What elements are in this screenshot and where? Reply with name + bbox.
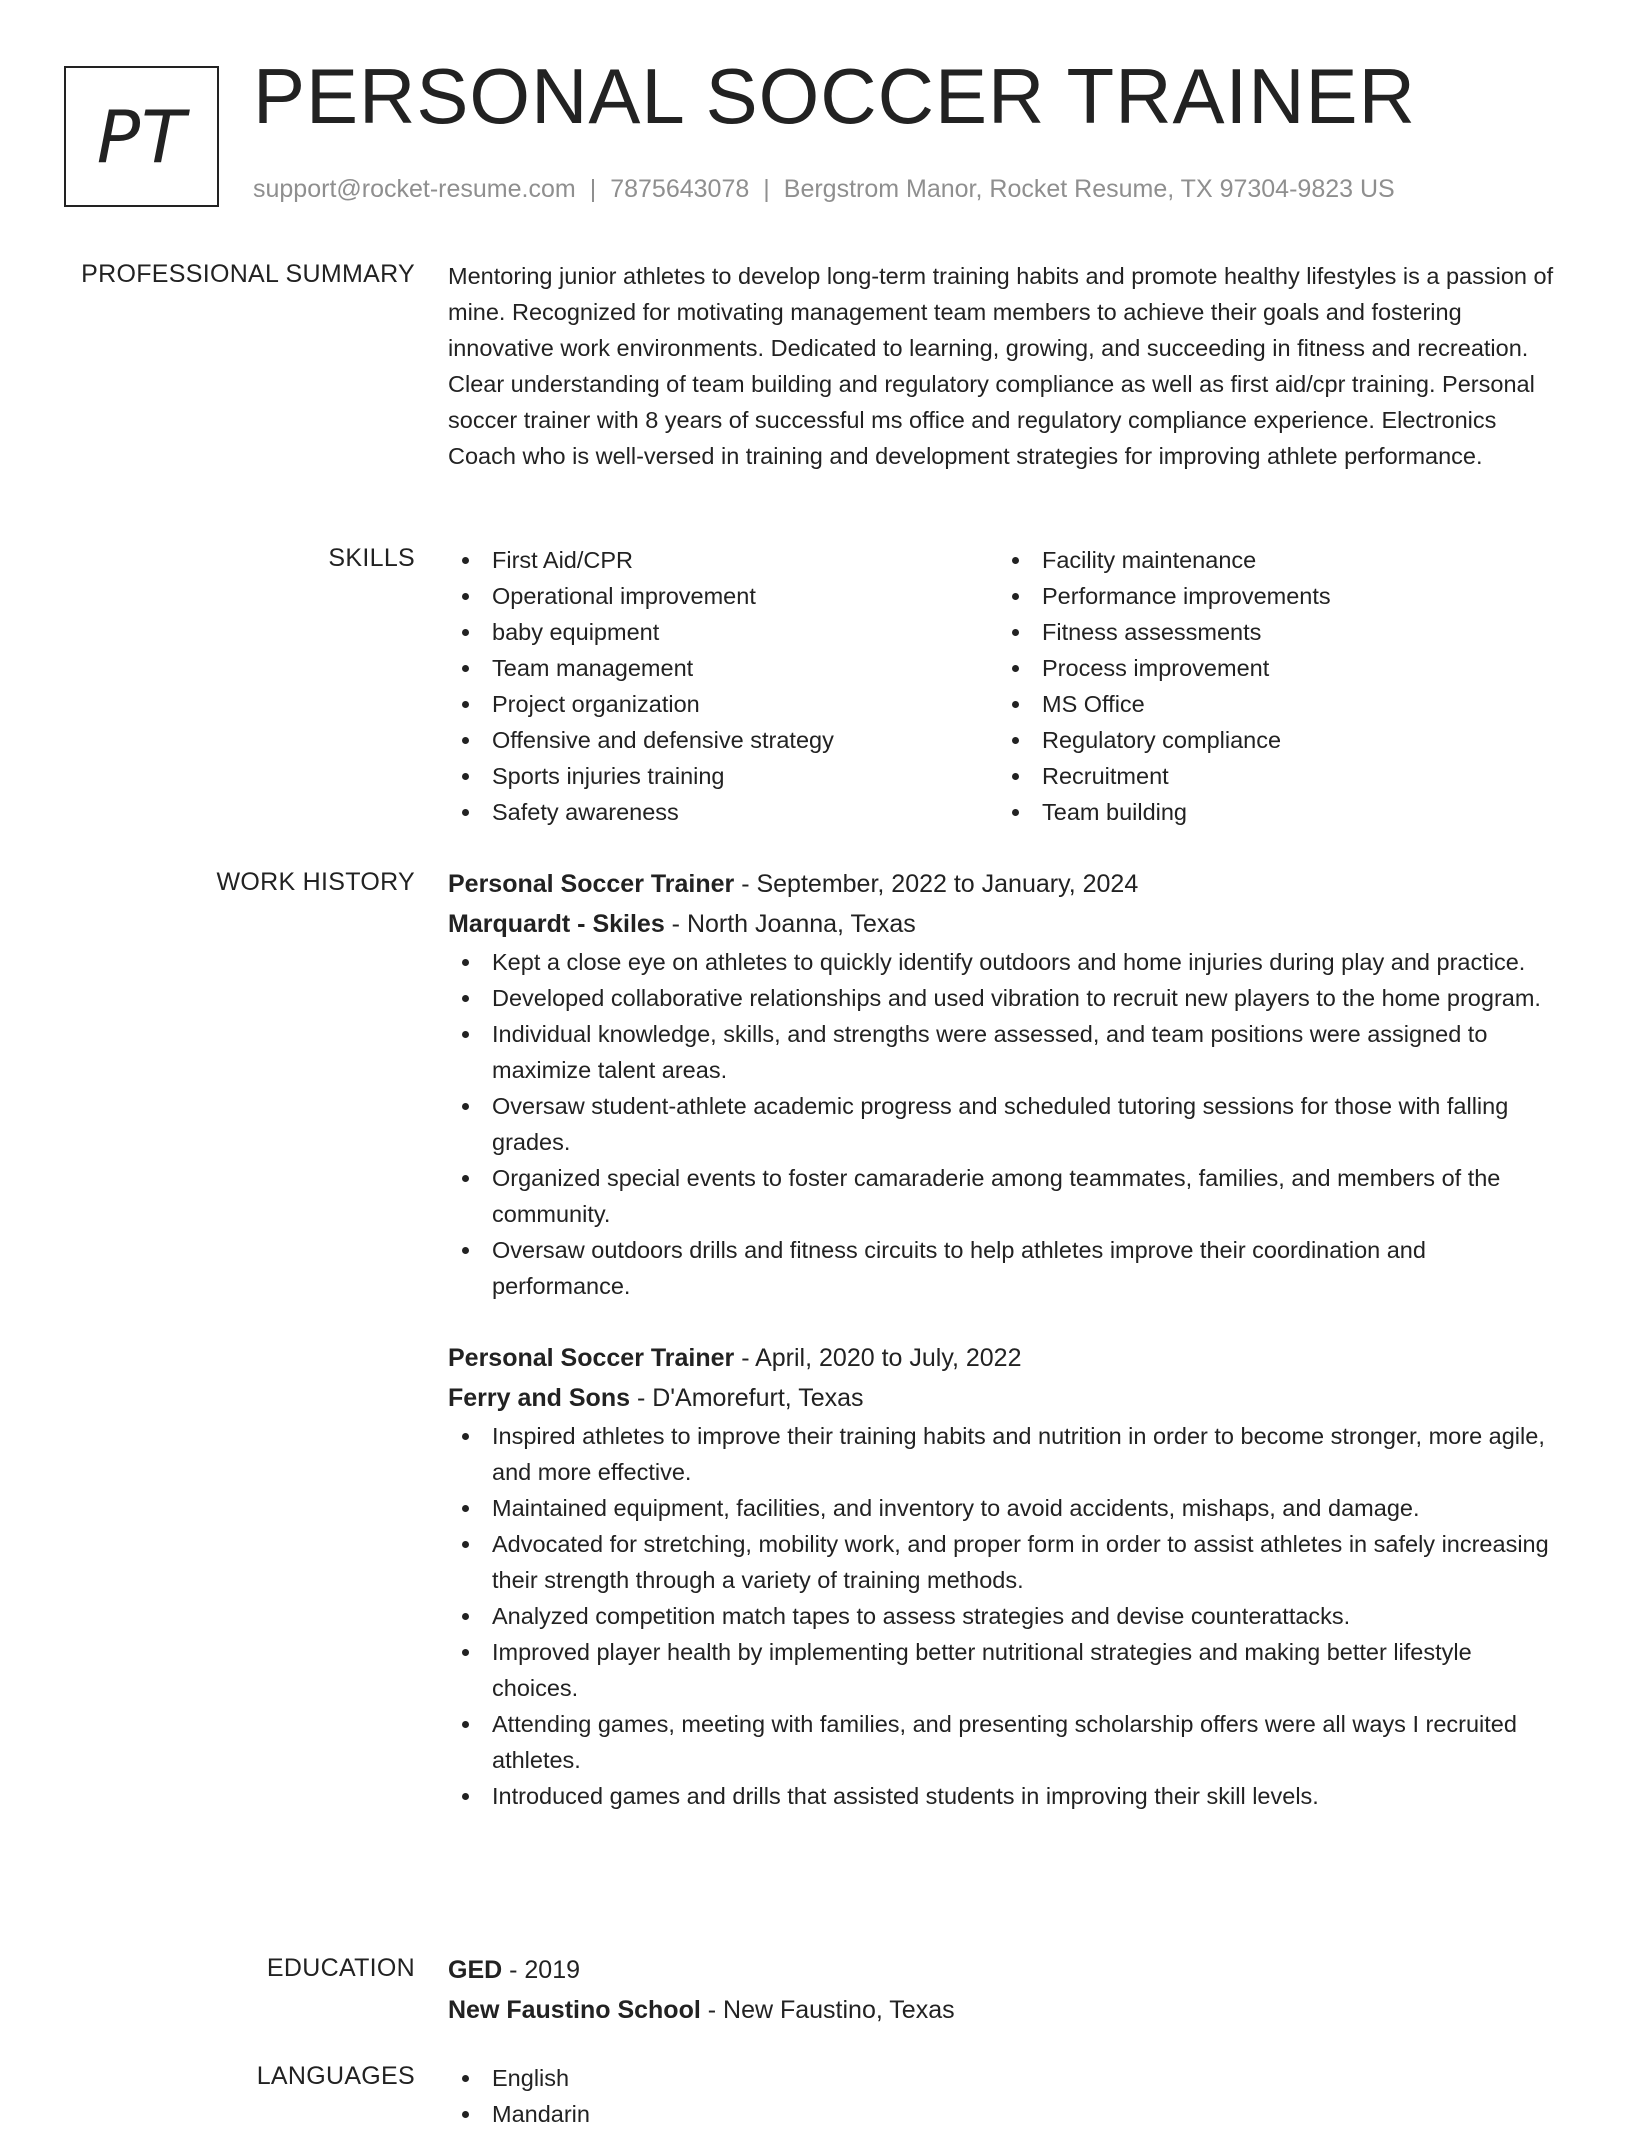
job-company: Marquardt - Skiles xyxy=(448,910,665,938)
job-entry xyxy=(448,1338,1563,1814)
language-item: Mandarin xyxy=(448,2096,1563,2132)
job-duty: Improved player health by implementing better nutritional strategies and making better lifestyle choices. xyxy=(448,1634,1563,1706)
skills-heading: SKILLS xyxy=(328,544,415,572)
education-body xyxy=(448,1950,1563,2030)
job-title: Personal Soccer Trainer xyxy=(448,1344,735,1372)
job-title: Personal Soccer Trainer xyxy=(448,870,735,898)
education-school: New Faustino School xyxy=(448,1996,701,2024)
summary-text: Mentoring junior athletes to develop long-term training habits and promote healthy lifestyles is a passion of mine. Recognized for motivating management team members to achieve their goals and fostering innovative work environments. Dedicated to learning, growing, and succeeding in fitness and recreation. Clear understanding of team building and regulatory compliance as well as first aid/cpr training. Personal soccer trainer with 8 years of successful ms office and regulatory compliance experience. Electronics Coach who is well-versed in training and development strategies for improving athlete performance. xyxy=(448,263,1554,469)
skill-item: baby equipment xyxy=(448,614,998,650)
job-duty: Individual knowledge, skills, and strengths were assessed, and team positions were assigned to maximize talent areas. xyxy=(448,1016,1563,1088)
job-duty: Developed collaborative relationships and used vibration to recruit new players to the home program. xyxy=(448,980,1563,1016)
job-dates: - April, 2020 to July, 2022 xyxy=(734,1344,1022,1372)
skill-item: Sports injuries training xyxy=(448,758,998,794)
job-company: Ferry and Sons xyxy=(448,1384,630,1412)
job-duties-list xyxy=(448,944,1563,1304)
work-body xyxy=(448,864,1563,1814)
job-duty: Inspired athletes to improve their training habits and nutrition in order to become stronger, more agile, and more effective. xyxy=(448,1418,1563,1490)
monogram-initials: PT xyxy=(96,94,187,179)
skills-list-left xyxy=(448,542,998,830)
contact-email[interactable]: support@rocket-resume.com xyxy=(253,175,576,203)
work-heading: WORK HISTORY xyxy=(216,868,415,896)
education-school-line xyxy=(448,1990,1563,2030)
job-duty: Attending games, meeting with families, and presenting scholarship offers were all ways I recruited athletes. xyxy=(448,1706,1563,1778)
skill-item: Project organization xyxy=(448,686,998,722)
education-degree: GED xyxy=(448,1956,503,1984)
skill-item: Performance improvements xyxy=(998,578,1548,614)
skill-item: Regulatory compliance xyxy=(998,722,1548,758)
job-duty: Oversaw outdoors drills and fitness circuits to help athletes improve their coordination and performance. xyxy=(448,1232,1563,1304)
job-duty: Kept a close eye on athletes to quickly identify outdoors and home injuries during play and practice. xyxy=(448,944,1563,980)
monogram-box xyxy=(64,66,219,207)
skill-item: Team management xyxy=(448,650,998,686)
summary-body xyxy=(448,258,1563,474)
skill-item: Operational improvement xyxy=(448,578,998,614)
skills-body xyxy=(448,542,1563,830)
skill-item: Process improvement xyxy=(998,650,1548,686)
skill-item: Facility maintenance xyxy=(998,542,1548,578)
skill-item: Team building xyxy=(998,794,1548,830)
summary-heading: PROFESSIONAL SUMMARY xyxy=(81,260,415,288)
job-duty: Maintained equipment, facilities, and inventory to avoid accidents, mishaps, and damage. xyxy=(448,1490,1563,1526)
job-duties-list xyxy=(448,1418,1563,1814)
job-duty: Oversaw student-athlete academic progress and scheduled tutoring sessions for those with falling grades. xyxy=(448,1088,1563,1160)
contact-phone[interactable]: 7875643078 xyxy=(610,175,750,203)
languages-body xyxy=(448,2060,1563,2132)
resume-name: PERSONAL SOCCER TRAINER xyxy=(253,52,1416,140)
job-company-line xyxy=(448,904,1563,944)
contact-separator: | xyxy=(763,175,770,203)
contact-separator: | xyxy=(589,175,597,203)
skill-item: First Aid/CPR xyxy=(448,542,998,578)
skill-item: MS Office xyxy=(998,686,1548,722)
job-duty: Introduced games and drills that assisted students in improving their skill levels. xyxy=(448,1778,1563,1814)
job-company-line xyxy=(448,1378,1563,1418)
languages-heading: LANGUAGES xyxy=(256,2062,415,2090)
skill-item: Offensive and defensive strategy xyxy=(448,722,998,758)
job-duty: Advocated for stretching, mobility work, and proper form in order to assist athletes in safely increasing their strength through a variety of training methods. xyxy=(448,1526,1563,1598)
language-item: English xyxy=(448,2060,1563,2096)
education-degree-line xyxy=(448,1950,1563,1990)
job-location: - D'Amorefurt, Texas xyxy=(630,1384,864,1412)
skill-item: Recruitment xyxy=(998,758,1548,794)
languages-list xyxy=(448,2060,1563,2132)
skill-item: Safety awareness xyxy=(448,794,998,830)
job-duty: Analyzed competition match tapes to assess strategies and devise counterattacks. xyxy=(448,1598,1563,1634)
education-year: - 2019 xyxy=(502,1956,581,1984)
education-heading: EDUCATION xyxy=(266,1954,415,1982)
job-location: - North Joanna, Texas xyxy=(664,910,916,938)
skills-list-right xyxy=(998,542,1548,830)
job-duty: Organized special events to foster camaraderie among teammates, families, and members of the community. xyxy=(448,1160,1563,1232)
job-title-line xyxy=(448,1338,1563,1378)
contact-address: Bergstrom Manor, Rocket Resume, TX 97304-9823 US xyxy=(783,175,1395,203)
contact-line xyxy=(253,175,1395,204)
job-dates: - September, 2022 to January, 2024 xyxy=(734,870,1139,898)
education-location: - New Faustino, Texas xyxy=(700,1996,955,2024)
skill-item: Fitness assessments xyxy=(998,614,1548,650)
job-title-line xyxy=(448,864,1563,904)
job-entry xyxy=(448,864,1563,1304)
